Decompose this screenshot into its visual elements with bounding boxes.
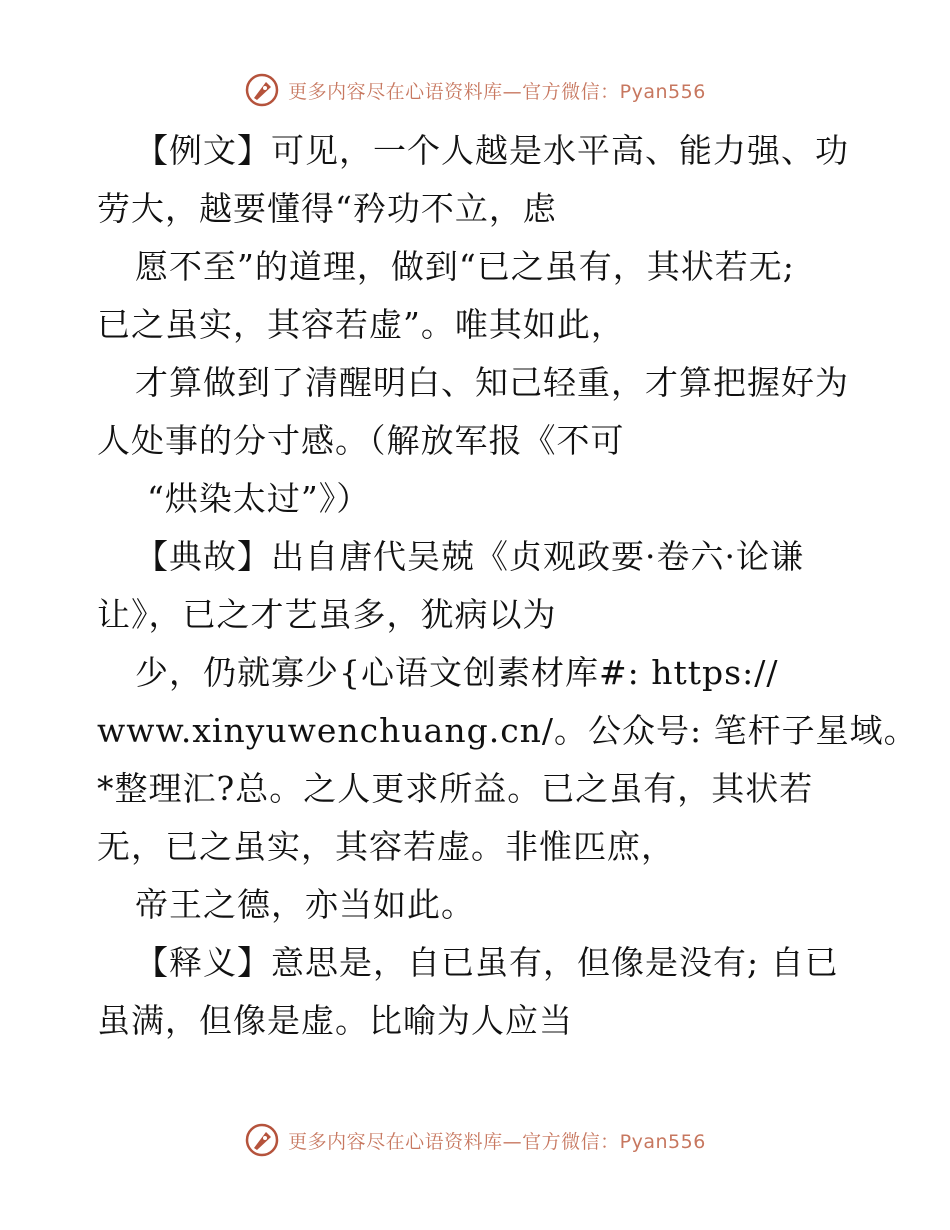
paragraph-line: 让》，已之才艺虽多，犹病以为 [97, 595, 557, 634]
header-banner [0, 70, 950, 110]
document-body [97, 122, 918, 1050]
footer-banner [0, 1120, 950, 1160]
paragraph-line: 【释义】意思是，自已虽有，但像是没有; 自已 [135, 943, 839, 982]
paragraph-line: “烘染太过”》） [147, 479, 371, 518]
header-banner-text: 更多内容尽在心语资料库—官方微信：Pyan556 [288, 80, 706, 103]
paragraph-line: www.xinyuwenchuang.cn/。公众号: 笔杆子星域。 [97, 711, 918, 750]
paragraph-line: 才算做到了清醒明白、知己轻重，才算把握好为 [135, 363, 849, 402]
paragraph-line: 已之虽实，其容若虚”。唯其如此， [97, 305, 625, 344]
paragraph-line: 人处事的分寸感。（解放军报《不可 [97, 421, 625, 460]
paragraph-line: 【典故】出自唐代吴兢《贞观政要·卷六·论谦 [135, 537, 804, 576]
paragraph-line: 虽满，但像是虚。比喻为人应当 [97, 1001, 573, 1040]
footer-banner-text: 更多内容尽在心语资料库—官方微信：Pyan556 [288, 1130, 706, 1153]
pen-nib-logo-icon [244, 1122, 280, 1158]
paragraph-line: 劳大，越要懂得“矜功不立，虑 [97, 189, 557, 228]
paragraph-line: 帝王之德，亦当如此。 [135, 885, 475, 924]
paragraph-line: *整理汇?总。之人更求所益。已之虽有，其状若 [97, 769, 814, 808]
paragraph-line: 少，仍就寡少{心语文创素材库#: https:// [135, 653, 779, 692]
paragraph-line: 愿不至”的道理，做到“已之虽有，其状若无; [135, 247, 795, 286]
paragraph-line: 无，已之虽实，其容若虚。非惟匹庶， [97, 827, 675, 866]
pen-nib-logo-icon [244, 72, 280, 108]
paragraph-line: 【例文】可见，一个人越是水平高、能力强、功 [135, 131, 849, 170]
